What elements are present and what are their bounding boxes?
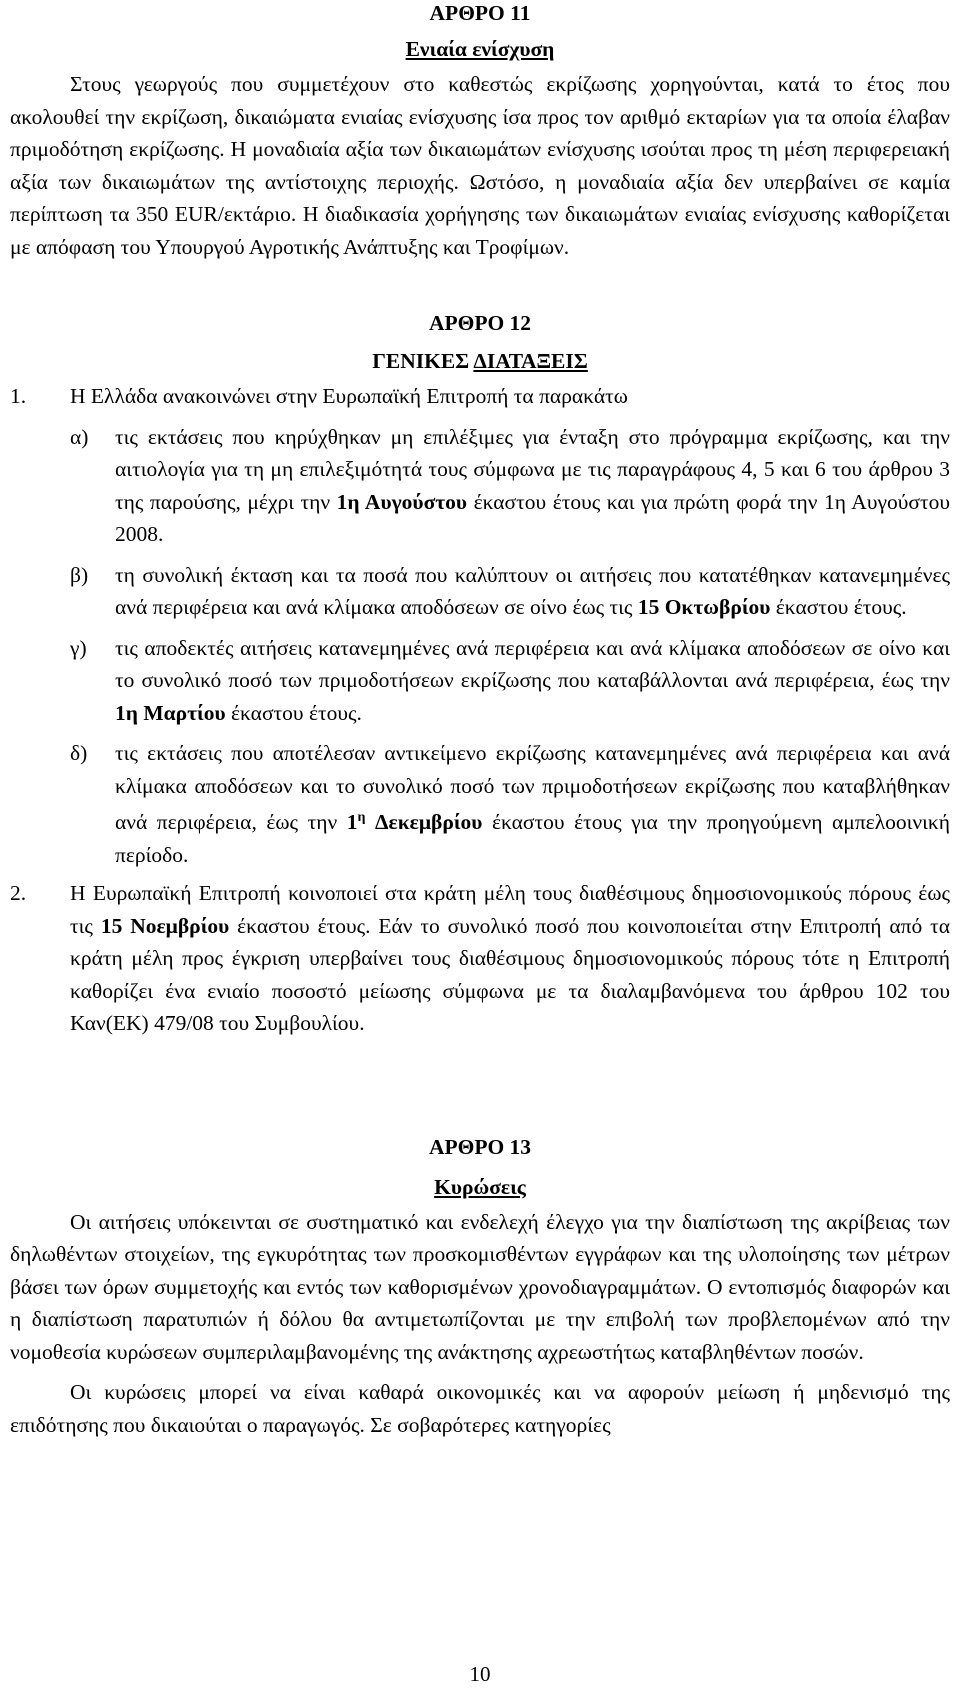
article-12-item-1-a [10,421,950,551]
item-2-text: Η Ευρωπαϊκή Επιτροπή κοινοποιεί στα κράτη μέλη τους διαθέσιμους δημοσιονομικούς πόρους έως τις [70,881,950,938]
item-b-text: τη συνολική έκταση και τα ποσά που καλύπτουν οι αιτήσεις που κατατέθηκαν κατανεμημένες ανά περιφέρεια και ανά κλίμακα αποδόσεων σε οίνο έως τις [115,562,950,619]
item-b-date: 15 Οκτωβρίου [637,595,771,619]
item-1-text: Η Ελλάδα ανακοινώνει στην Ευρωπαϊκή Επιτροπή τα παρακάτω [70,384,628,408]
item-2-tail: έκαστου έτους. Εάν το συνολικό ποσό που κοινοποιείται στην Επιτροπή από τα κράτη μέλη προς έγκριση υπερβαίνει τους διαθέσιμους δημοσιονομικούς πόρους τότε η Επιτροπή καθορίζει ένα ενιαίο ποσοστό μείωσης σύμφωνα με τα διαλαμβανόμενα του άρθρου 102 του Καν(ΕΚ) 479/08 του Συμβουλίου. [70,913,950,1036]
item-b-label: β) [70,562,89,587]
item-c-tail: έκαστου έτους. [225,700,362,725]
article-12-item-1 [10,380,950,413]
item-c-label: γ) [70,635,87,660]
item-b-tail: έκαστου έτους. [770,595,907,619]
article-12-item-1-b [10,559,950,624]
item-a-label: α) [70,424,89,449]
article-13-title: Κυρώσεις [434,1174,526,1199]
article-11-paragraph: Στους γεωργούς που συμμετέχουν στο καθεστώς εκρίζωσης χορηγούνται, κατά το έτος που ακολουθεί την εκρίζωση, δικαιώματα ενιαίας ενίσχυσης ίσα προς τον αριθμό εκταρίων για τα οποία έλαβαν πριμοδότηση εκρίζωσης. Η μοναδιαία αξία των δικαιωμάτων ενίσχυσης ισούται προς τη μέση περιφερειακή αξία των δικαιωμάτων της αντίστοιχης περιοχής. Ωστόσο, η μοναδιαία αξία δεν υπερβαίνει σε καμία περίπτωση τα 350 EUR/εκτάριο. Η διαδικασία χορήγησης των δικαιωμάτων ενιαίας ενίσχυσης καθορίζεται με απόφαση του Υπουργού Αγροτικής Ανάπτυξης και Τροφίμων. [10,72,950,259]
article-13-paragraph-2: Οι κυρώσεις μπορεί να είναι καθαρά οικονομικές και να αφορούν μείωση ή μηδενισμό της επιδότησης που δικαιούται ο παραγωγός. Σε σοβαρότερες κατηγορίες [10,1380,950,1437]
page-number: 10 [469,1662,491,1686]
item-d-date-sup: η [357,810,366,825]
item-d-text: τις εκτάσεις που αποτέλεσαν αντικείμενο εκρίζωσης κατανεμημένες ανά περιφέρεια και ανά κλίμακα αποδόσεων και το συνολικό ποσό των πριμοδοτήσεων εκρίζωσης που καταβλήθηκαν ανά περιφέρεια, έως την [115,741,950,835]
article-12-title-underlined: ΔΙΑΤΑΞΕΙΣ [473,349,588,373]
item-a-tail: έκαστου έτους και για πρώτη φορά την 1η Αυγούστου 2008. [115,489,950,546]
article-13-paragraph-1: Οι αιτήσεις υπόκεινται σε συστηματικό και ενδελεχή έλεγχο για την διαπίστωση της ακρίβειας των δηλωθέντων στοιχείων, της εγκυρότητας των προσκομισθέντων εγγράφων και της υλοποίησης των μέτρων βάσει των όρων συμμετοχής και εντός των καθορισμένων χρονοδιαγραμμάτων. Ο εντοπισμός διαφορών και η διαπίστωση παρατυπιών ή δόλου θα αντιμετωπίζονται με την επιβολή των προβλεπομένων από την νομοθεσία κυρώσεων συμπεριλαμβανομένης της ανάκτησης αχρεωστήτως καταβληθέντων ποσών. [10,1209,950,1364]
item-d-date-number: 1 [346,810,358,835]
article-12-title [10,342,950,380]
article-11-heading: ΑΡΘΡΟ 11 [429,1,531,25]
article-12-item-2 [10,877,950,1040]
article-12-heading: ΑΡΘΡΟ 12 [428,311,532,335]
article-11-title: Ενιαία ενίσχυση [405,37,555,61]
item-c-date: 1η Μαρτίου [115,700,226,725]
article-12-item-1-c [10,632,950,730]
item-d-tail: έκαστου έτους για την προηγούμενη αμπελοοινική περίοδο. [115,810,950,867]
item-c-text: τις αποδεκτές αιτήσεις κατανεμημένες ανά περιφέρεια και ανά κλίμακα αποδόσεων σε οίνο και το συνολικό ποσό των πριμοδοτήσεων εκρίζωσης που καταβάλλονται ανά περιφέρεια, έως την [115,635,950,692]
item-1-number: 1. [10,384,27,408]
item-d-date-month: Δεκεμβρίου [375,810,483,835]
item-2-date: 15 Νοεμβρίου [100,913,230,938]
article-12-item-1-d [10,737,950,871]
item-a-date: 1η Αυγούστου [336,489,468,514]
item-2-number: 2. [10,881,27,906]
article-12-title-text: ΓΕΝΙΚΕΣ [372,349,474,373]
item-d-label: δ) [70,741,88,765]
article-13-heading: ΑΡΘΡΟ 13 [428,1134,532,1159]
item-a-text: τις εκτάσεις που κηρύχθηκαν μη επιλέξιμες για ένταξη στο πρόγραμμα εκρίζωσης, και την αιτιολογία για τη μη επιλεξιμότητά τους σύμφωνα με τις παραγράφους 4, 5 και 6 του άρθρου 3 της παρούσης, μέχρι την [115,424,950,514]
document-page [10,0,950,1441]
